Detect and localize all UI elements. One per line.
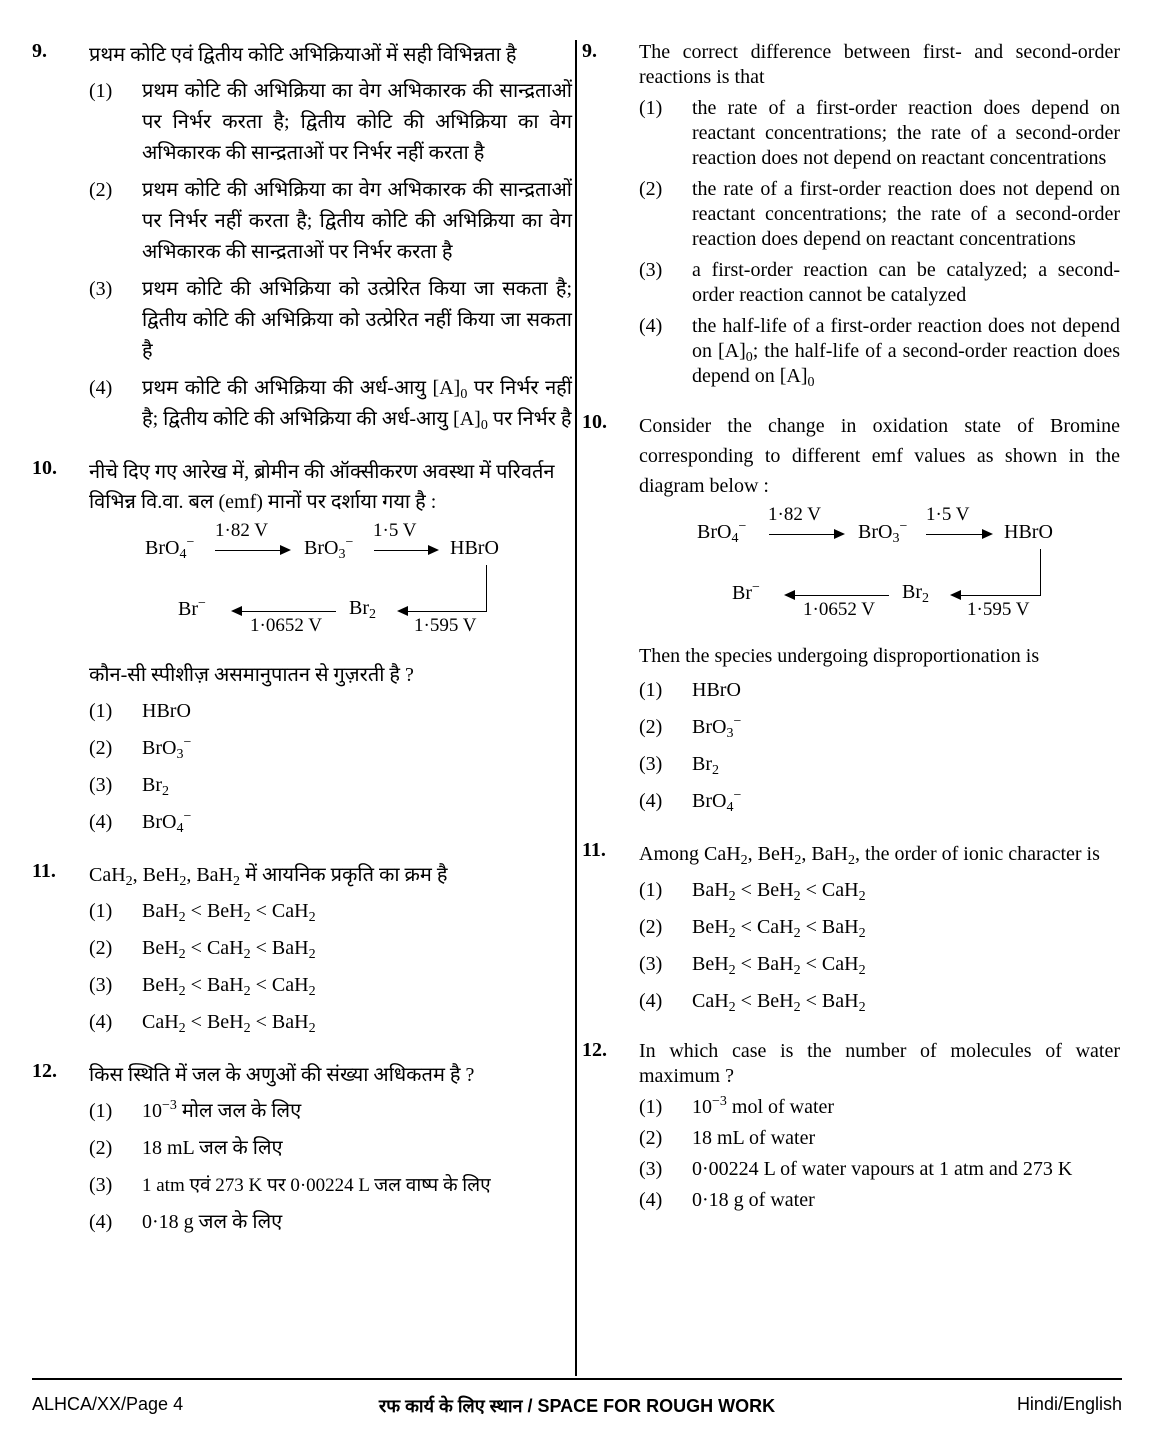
option-1: (1) HBrO: [89, 700, 191, 722]
arrow-left-icon: [399, 611, 487, 612]
species-bro4: BrO$_4$−: [697, 519, 747, 546]
page-footer: [32, 1378, 1122, 1416]
question-9-hindi: [32, 40, 572, 435]
question-number: 11.: [32, 860, 56, 882]
species-br-minus: Br−: [732, 580, 760, 604]
question-number: 12.: [582, 1039, 607, 1061]
question-number: 12.: [32, 1060, 57, 1082]
option-4: (4) BrO$_4$−: [639, 788, 742, 815]
column-divider: [575, 40, 577, 1376]
question-stem: In which case is the number of molecules of water maximum ?: [639, 1040, 1120, 1087]
emf-label: 1·0652 V: [803, 599, 875, 620]
option-2: (2) 18 mL of water: [639, 1127, 816, 1149]
option-1: (1) BaH$_2$ < BeH$_2$ < CaH$_2$: [639, 879, 866, 904]
question-number: 10.: [32, 457, 57, 479]
species-bro3: BrO$_3$−: [304, 535, 354, 562]
arrow-right-icon: [769, 534, 843, 535]
arrow-left-icon: [786, 595, 889, 596]
question-stem: Consider the change in oxidation state of Bromine corresponding to different emf values as shown in the diagram below :: [639, 415, 1120, 497]
hindi-column: [32, 40, 572, 1260]
species-br2: $Br_2$: [902, 581, 929, 606]
emf-label: 1·5 V: [926, 504, 970, 525]
option-3: (3) a first-order reaction can be catalyzed; a second-order reaction cannot be catalyzed: [639, 259, 1120, 306]
emf-label: 1·595 V: [967, 599, 1030, 620]
arrow-right-icon: [215, 550, 289, 551]
option-3: (3) $Br_2$: [89, 774, 169, 799]
arrow-right-icon: [374, 550, 437, 551]
question-stem: किस स्थिति में जल के अणुओं की संख्या अधिकतम है ?: [89, 1064, 475, 1086]
option-2: (2) BeH$_2$ < CaH$_2$ < BaH$_2$: [89, 937, 316, 962]
connector-line: [486, 565, 487, 611]
species-hbro: HBrO: [450, 537, 499, 559]
option-2: (2) BrO$_3$−: [89, 735, 192, 762]
option-3: (3) BeH$_2$ < BaH$_2$ < CaH$_2$: [639, 953, 866, 978]
option-2: (2) the rate of a first-order reaction does not depend on reactant concentrations; the rate of a second-order reaction does depend on reactant concentrations: [639, 178, 1120, 250]
question-12-hindi: [32, 1060, 572, 1238]
question-11-english: [582, 839, 1120, 1017]
question-number: 11.: [582, 839, 606, 861]
question-11-hindi: [32, 860, 572, 1038]
option-1: (1) BaH$_2$ < BeH$_2$ < CaH$_2$: [89, 900, 316, 925]
species-hbro: HBrO: [1004, 521, 1053, 543]
language-label: Hindi/English: [1016, 1394, 1122, 1414]
emf-label: 1·82 V: [215, 520, 268, 541]
question-number: 10.: [582, 411, 607, 433]
connector-line: [1040, 549, 1041, 595]
option-3: (3) प्रथम कोटि की अभिक्रिया को उत्प्रेरित किया जा सकता है; द्वितीय कोटि की अभिक्रिया को उत्प्रेरित नहीं किया जा सकता है: [89, 278, 572, 362]
emf-label: 1·0652 V: [250, 615, 322, 636]
option-1: (1) $10^{-3}$ मोल जल के लिए: [89, 1098, 302, 1122]
question-stem: प्रथम कोटि एवं द्वितीय कोटि अभिक्रियाओं में सही विभिन्नता है: [89, 44, 517, 66]
emf-label: 1·5 V: [373, 520, 417, 541]
question-9-english: [582, 40, 1120, 389]
arrow-left-icon: [952, 595, 1041, 596]
english-column: [582, 40, 1120, 1235]
species-bro4: BrO$_4$−: [145, 535, 195, 562]
option-2: (2) BrO$_3$−: [639, 714, 742, 741]
question-10-english: [582, 411, 1120, 817]
option-4: (4) प्रथम कोटि की अभिक्रिया की अर्ध-आयु $[A]_0$ पर निर्भर नहीं है; द्वितीय कोटि की अभिक्रिया की अर्ध-आयु $[A]_0$ पर निर्भर है: [89, 377, 572, 433]
option-2: (2) 18 mL जल के लिए: [89, 1137, 283, 1159]
emf-label: 1·595 V: [414, 615, 477, 636]
option-3: (3) 0·00224 L of water vapours at 1 atm and 273 K: [639, 1158, 1073, 1180]
rough-work-label: रफ कार्य के लिए स्थान / SPACE FOR ROUGH WORK: [378, 1396, 776, 1416]
question-number: 9.: [32, 40, 47, 62]
option-3: (3) BeH$_2$ < BaH$_2$ < CaH$_2$: [89, 974, 316, 999]
question-prompt: Then the species undergoing disproportionation is: [639, 645, 1040, 667]
species-bro3: BrO$_3$−: [858, 519, 908, 546]
latimer-diagram: [112, 520, 572, 650]
option-2: (2) BeH$_2$ < CaH$_2$ < BaH$_2$: [639, 916, 866, 941]
option-4: (4) the half-life of a first-order reaction does not depend on $[A]_0$; the half-life of a second-order reaction does depend on $[A]_0$: [639, 315, 1121, 390]
option-3: (3) 1 atm एवं 273 K पर 0·00224 L जल वाष्प के लिए: [89, 1174, 491, 1196]
question-stem: Among CaH$_2$, BeH$_2$, BaH$_2$, the order of ionic character is: [639, 843, 1100, 868]
question-prompt: कौन-सी स्पीशीज़ असमानुपातन से गुज़रती है ?: [89, 664, 414, 686]
question-12-english: [582, 1039, 1120, 1213]
arrow-right-icon: [926, 534, 991, 535]
option-4: (4) CaH$_2$ < BeH$_2$ < BaH$_2$: [89, 1011, 316, 1036]
option-3: (3) $Br_2$: [639, 753, 719, 778]
species-br-minus: Br−: [178, 596, 206, 620]
option-4: (4) 0·18 g of water: [639, 1189, 815, 1211]
option-2: (2) प्रथम कोटि की अभिक्रिया का वेग अभिकारक की सान्द्रताओं पर निर्भर नहीं करता है; द्वितीय कोटि की अभिक्रिया का वेग अभिकारक की सान्द्रताओं पर निर्भर करता है: [89, 179, 572, 263]
option-4: (4) BrO$_4$−: [89, 809, 192, 836]
latimer-diagram: [662, 504, 1120, 634]
option-1: (1) $10^{-3}$ mol of water: [639, 1094, 835, 1118]
question-10-hindi: [32, 457, 572, 838]
question-number: 9.: [582, 40, 597, 62]
option-4: (4) CaH$_2$ < BeH$_2$ < BaH$_2$: [639, 990, 866, 1015]
species-br2: $Br_2$: [349, 597, 376, 622]
question-stem: नीचे दिए गए आरेख में, ब्रोमीन की ऑक्सीकरण अवस्था में परिवर्तन विभिन्न वि.वा. बल (emf) मानों पर दर्शाया गया है :: [89, 461, 555, 513]
emf-label: 1·82 V: [768, 504, 821, 525]
option-1: (1) प्रथम कोटि की अभिक्रिया का वेग अभिकारक की सान्द्रताओं पर निर्भर करता है; द्वितीय कोटि की अभिक्रिया का वेग अभिकारक की सान्द्रताओं पर निर्भर नहीं करता है: [89, 80, 572, 164]
option-1: (1) the rate of a first-order reaction does depend on reactant concentrations; the rate of a second-order reaction does not depend on reactant concentrations: [639, 97, 1120, 169]
arrow-left-icon: [233, 611, 336, 612]
page-code: ALHCA/XX/Page 4: [32, 1394, 184, 1414]
option-1: (1) HBrO: [639, 679, 741, 701]
question-stem: The correct difference between first- and second-order reactions is that: [639, 41, 1120, 88]
question-stem: CaH$_2$, BeH$_2$, BaH$_2$ में आयनिक प्रकृति का क्रम है: [89, 864, 448, 889]
option-4: (4) 0·18 g जल के लिए: [89, 1211, 283, 1233]
